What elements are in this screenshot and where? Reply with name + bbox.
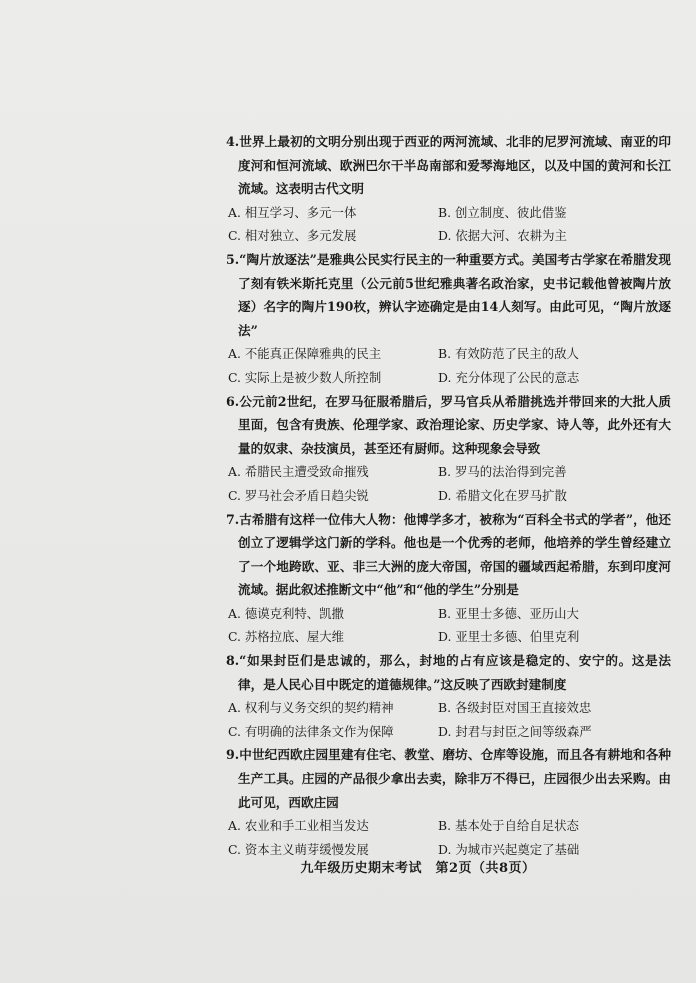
question-stem: 5.“陶片放逐法”是雅典公民实行民主的一种重要方式。美国考古学家在希腊发现了刻有铁米斯托克里（公元前5世纪雅典著名政治家，史书记载他曾被陶片放逐）名字的陶片190枚，辨认字迹确定是由14人刻写。由此可见，“陶片放逐法” xyxy=(226,251,671,338)
option-c: C. 苏格拉底、屋大维 xyxy=(228,629,345,645)
option-grid xyxy=(226,696,671,743)
question-stem: 8.“如果封臣们是忠诚的，那么，封地的占有应该是稳定的、安宁的。这是法律，是人民心目中既定的道德规律。”这反映了西欧封建制度 xyxy=(226,653,671,692)
question-4 xyxy=(226,130,671,248)
question-stem: 4.世界上最初的文明分别出现于西亚的两河流域、北非的尼罗河流域、南亚的印度河和恒河流域、欧洲巴尔干半岛南部和爱琴海地区，以及中国的黄河和长江流域。这表明古代文明 xyxy=(226,134,671,197)
question-stem: 6.公元前2世纪，在罗马征服希腊后，罗马官兵从希腊挑选并带回来的大批人质里面，包含有贵族、伦理学家、政治理论家、历史学家、诗人等，此外还有大量的奴隶、杂技演员，甚至还有厨师。这种现象会导致 xyxy=(226,393,671,456)
option-grid xyxy=(226,814,671,861)
option-a: A. 农业和手工业相当发达 xyxy=(228,818,369,834)
option-a: A. 权利与义务交织的契约精神 xyxy=(228,700,394,716)
option-b: B. 罗马的法治得到完善 xyxy=(438,464,567,480)
option-b: B. 亚里士多德、亚历山大 xyxy=(438,605,579,621)
option-a: A. 相互学习、多元一体 xyxy=(228,204,357,220)
option-a: A. 希腊民主遭受致命摧残 xyxy=(228,464,369,480)
question-stem: 7.古希腊有这样一位伟大人物：他博学多才，被称为“百科全书式的学者”，他还创立了逻辑学这门新的学科。他也是一个优秀的老师，他培养的学生曾经建立了一个地跨欧、亚、非三大洲的庞大帝国，帝国的疆域西起希腊，东到印度河流域。据此叙述推断文中“他”和“他的学生”分别是 xyxy=(226,511,671,598)
option-a: A. 德谟克利特、凯撒 xyxy=(228,605,344,621)
question-5 xyxy=(226,248,671,390)
option-d: D. 封君与封臣之间等级森严 xyxy=(438,723,592,739)
question-8 xyxy=(226,649,671,743)
option-c: C. 实际上是被少数人所控制 xyxy=(228,369,382,385)
question-7 xyxy=(226,508,671,650)
page-footer: 九年级历史期末考试 第2页（共8页） xyxy=(300,861,536,876)
option-b: B. 各级封臣对国王直接效忠 xyxy=(438,700,592,716)
option-b: B. 创立制度、彼此借鉴 xyxy=(438,204,567,220)
option-b: B. 基本处于自给自足状态 xyxy=(438,818,579,834)
option-grid xyxy=(226,201,671,248)
option-grid xyxy=(226,342,671,389)
option-a: A. 不能真正保障雅典的民主 xyxy=(228,346,382,362)
option-grid xyxy=(226,460,671,507)
option-grid xyxy=(226,602,671,649)
question-6 xyxy=(226,390,671,508)
option-d: D. 为城市兴起奠定了基础 xyxy=(438,841,580,857)
option-d: D. 充分体现了公民的意志 xyxy=(438,369,580,385)
option-c: C. 资本主义萌芽缓慢发展 xyxy=(228,841,369,857)
option-d: D. 亚里士多德、伯里克利 xyxy=(438,629,580,645)
option-c: C. 罗马社会矛盾日趋尖锐 xyxy=(228,487,369,503)
option-d: D. 依据大河、农耕为主 xyxy=(438,228,567,244)
option-d: D. 希腊文化在罗马扩散 xyxy=(438,487,567,503)
question-stem: 9.中世纪西欧庄园里建有住宅、教堂、磨坊、仓库等设施，而且各有耕地和各种生产工具。庄园的产品很少拿出去卖，除非万不得已，庄园很少出去采购。由此可见，西欧庄园 xyxy=(226,747,671,810)
question-9 xyxy=(226,743,671,861)
option-c: C. 有明确的法律条文作为保障 xyxy=(228,723,394,739)
option-b: B. 有效防范了民主的敌人 xyxy=(438,346,579,362)
question-list xyxy=(226,130,671,861)
option-c: C. 相对独立、多元发展 xyxy=(228,228,357,244)
